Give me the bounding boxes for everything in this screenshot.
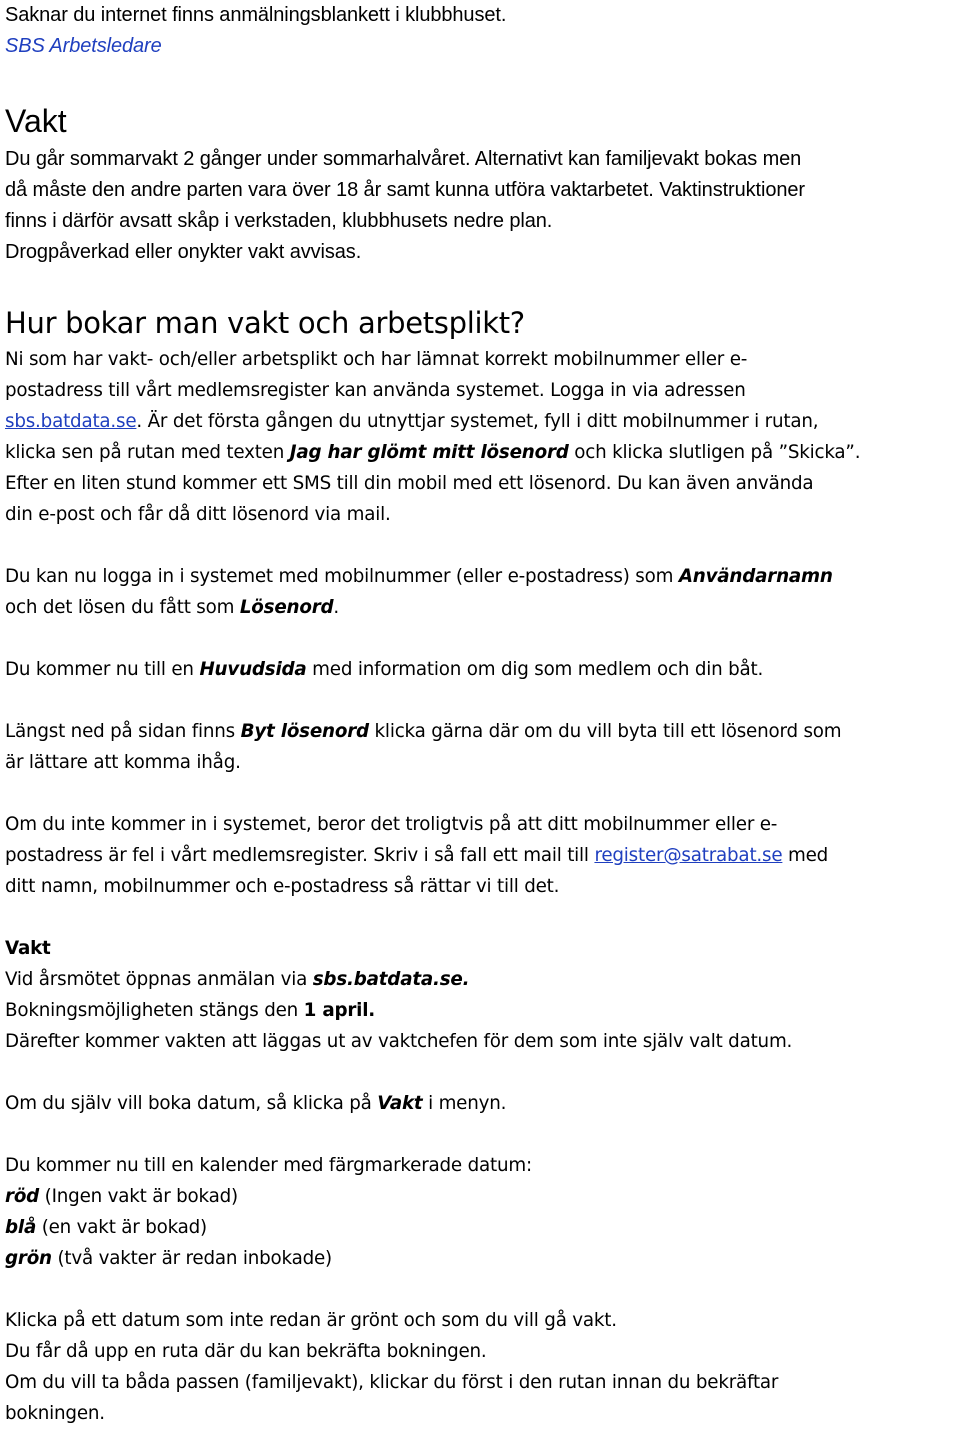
- calendar-intro: Du kommer nu till en kalender med färgmarkerade datum:: [5, 1155, 532, 1176]
- final-line-1: Klicka på ett datum som inte redan är grönt och som du vill gå vakt.: [5, 1310, 617, 1331]
- vakt-line-3: finns i därför avsatt skåp i verkstaden, klubbhusets nedre plan.: [5, 210, 553, 232]
- booking-p5-line-2: postadress är fel i vårt medlemsregister. Skriv i så fall ett mail till register@satrabat.se med: [5, 845, 829, 866]
- booking-p2-line-2: och det lösen du fått som Lösenord.: [5, 597, 340, 618]
- booking-p4-line-2: är lättare att komma ihåg.: [5, 752, 241, 773]
- register-email-link[interactable]: register@satrabat.se: [594, 845, 783, 866]
- vakt-booking-line-4: Om du själv vill boka datum, så klicka på Vakt i menyn.: [5, 1093, 507, 1114]
- vakt-heading: Vakt: [5, 103, 67, 139]
- intro-line-2: SBS Arbetsledare: [5, 35, 162, 57]
- booking-p1-line-3: sbs.batdata.se. Är det första gången du utnyttjar systemet, fyll i ditt mobilnummer i rutan,: [5, 411, 819, 432]
- forgot-password-text: Jag har glömt mitt lösenord: [289, 442, 569, 463]
- booking-p1-line-5: Efter en liten stund kommer ett SMS till din mobil med ett lösenord. Du kan även använda: [5, 473, 814, 494]
- booking-p2-line-1: Du kan nu logga in i systemet med mobilnummer (eller e-postadress) som Användarnamn: [5, 566, 833, 587]
- booking-p4-line-1: Längst ned på sidan finns Byt lösenord klicka gärna där om du vill byta till ett lösenord som: [5, 721, 842, 742]
- vakt-booking-line-3: Därefter kommer vakten att läggas ut av vaktchefen för dem som inte själv valt datum.: [5, 1031, 793, 1052]
- booking-p5-line-1: Om du inte kommer in i systemet, beror det troligtvis på att ditt mobilnummer eller e-: [5, 814, 778, 835]
- booking-heading: Hur bokar man vakt och arbetsplikt?: [5, 306, 525, 340]
- vakt-booking-line-2: Bokningsmöjligheten stängs den 1 april.: [5, 1000, 376, 1021]
- final-line-4: bokningen.: [5, 1403, 105, 1424]
- vakt-line-2: då måste den andre parten vara över 18 år samt kunna utföra vaktarbetet. Vaktinstruktioner: [5, 179, 805, 201]
- color-green-item: grön (två vakter är redan inbokade): [5, 1248, 332, 1269]
- final-line-3: Om du vill ta båda passen (familjevakt), klickar du först i den rutan innan du bekräftar: [5, 1372, 779, 1393]
- booking-p3: Du kommer nu till en Huvudsida med information om dig som medlem och din båt.: [5, 659, 764, 680]
- vakt-line-4: Drogpåverkad eller onykter vakt avvisas.: [5, 241, 362, 263]
- sbs-batdata-link[interactable]: sbs.batdata.se: [5, 411, 137, 432]
- booking-p1-line-6: din e-post och får då ditt lösenord via mail.: [5, 504, 391, 525]
- vakt-line-1: Du går sommarvakt 2 gånger under sommarhalvåret. Alternativt kan familjevakt bokas men: [5, 148, 802, 170]
- vakt-booking-line-1: Vid årsmötet öppnas anmälan via sbs.batdata.se.: [5, 969, 470, 990]
- booking-p1-line-4: klicka sen på rutan med texten Jag har glömt mitt lösenord och klicka slutligen på ”Skicka”.: [5, 442, 861, 463]
- booking-p5-line-3: ditt namn, mobilnummer och e-postadress så rättar vi till det.: [5, 876, 560, 897]
- color-red-item: röd (Ingen vakt är bokad): [5, 1186, 238, 1207]
- final-line-2: Du får då upp en ruta där du kan bekräfta bokningen.: [5, 1341, 487, 1362]
- color-blue-item: blå (en vakt är bokad): [5, 1217, 207, 1238]
- vakt-booking-heading: Vakt: [5, 938, 51, 959]
- booking-p1-line-1: Ni som har vakt- och/eller arbetsplikt och har lämnat korrekt mobilnummer eller e-: [5, 349, 748, 370]
- intro-line-1: Saknar du internet finns anmälningsblankett i klubbhuset.: [5, 4, 507, 26]
- booking-p1-line-2: postadress till vårt medlemsregister kan använda systemet. Logga in via adressen: [5, 380, 746, 401]
